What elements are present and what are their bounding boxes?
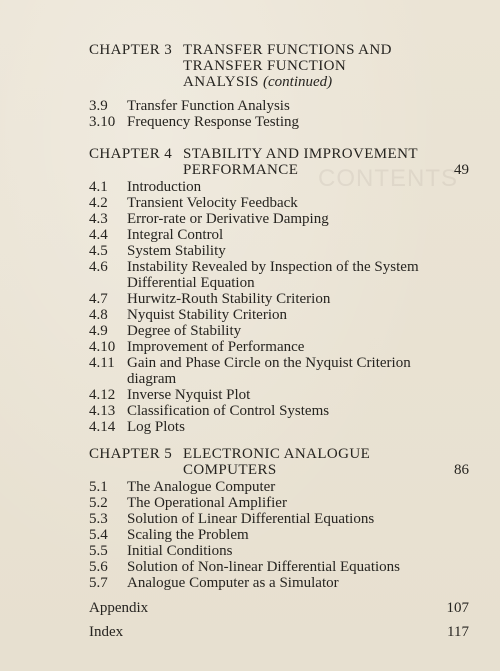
section-title: Initial Conditions [127, 543, 233, 559]
section-title: Analogue Computer as a Simulator [127, 575, 339, 591]
section-title: Transfer Function Analysis [127, 98, 290, 114]
appendix-label: Appendix [89, 600, 149, 616]
chapter-5-title-line-2: COMPUTERS [183, 462, 277, 478]
chapter-3-title-line-2: TRANSFER FUNCTION [183, 58, 347, 74]
section-number: 4.8 [89, 307, 108, 323]
section-number: 4.1 [89, 179, 108, 195]
section-number: 4.5 [89, 243, 108, 259]
section-number: 4.4 [89, 227, 108, 243]
section-title: Introduction [127, 179, 202, 195]
section-number: 3.10 [89, 114, 116, 130]
section-title: Log Plots [127, 419, 185, 435]
section-title: Degree of Stability [127, 323, 242, 339]
section-number: 5.6 [89, 559, 108, 575]
chapter-4-title-line-1: STABILITY AND IMPROVEMENT [183, 146, 418, 162]
chapter-3-title-word: ANALYSIS [183, 74, 259, 90]
section-title: Hurwitz-Routh Stability Criterion [127, 291, 331, 307]
chapter-3-title-line-1: TRANSFER FUNCTIONS AND [183, 42, 392, 58]
section-title-continued: Differential Equation [127, 275, 255, 291]
chapter-5-title-line-1: ELECTRONIC ANALOGUE [183, 446, 371, 462]
section-number: 5.5 [89, 543, 108, 559]
index-page-number: 117 [447, 624, 469, 640]
section-number: 5.3 [89, 511, 108, 527]
section-title: System Stability [127, 243, 226, 259]
section-title: Solution of Linear Differential Equations [127, 511, 375, 527]
section-title: Classification of Control Systems [127, 403, 330, 419]
section-number: 3.9 [89, 98, 108, 114]
section-number: 5.4 [89, 527, 108, 543]
section-title: Inverse Nyquist Plot [127, 387, 251, 403]
appendix-page-number: 107 [446, 600, 469, 616]
section-title: The Analogue Computer [127, 479, 276, 495]
section-number: 5.1 [89, 479, 108, 495]
section-title: Nyquist Stability Criterion [127, 307, 287, 323]
chapter-3-label: CHAPTER 3 [89, 42, 173, 58]
section-number: 4.6 [89, 259, 108, 275]
section-number: 4.13 [89, 403, 116, 419]
section-title: Solution of Non-linear Differential Equations [127, 559, 400, 575]
section-title: Frequency Response Testing [127, 114, 299, 130]
section-title: The Operational Amplifier [127, 495, 287, 511]
index-label: Index [89, 624, 124, 640]
continued-note: (continued) [263, 74, 333, 90]
section-number: 4.12 [89, 387, 116, 403]
section-number: 4.11 [89, 355, 115, 371]
chapter-4-label: CHAPTER 4 [89, 146, 173, 162]
section-title: Scaling the Problem [127, 527, 249, 543]
section-title-continued: diagram [127, 371, 177, 387]
section-title: Instability Revealed by Inspection of the System [127, 259, 419, 275]
section-number: 4.14 [89, 419, 116, 435]
section-title: Integral Control [127, 227, 224, 243]
section-number: 4.2 [89, 195, 108, 211]
ghost-heading: CONTENTS [318, 165, 458, 192]
chapter-5-label: CHAPTER 5 [89, 446, 173, 462]
section-title: Transient Velocity Feedback [127, 195, 298, 211]
section-title: Improvement of Performance [127, 339, 305, 355]
section-number: 4.9 [89, 323, 108, 339]
section-title: Gain and Phase Circle on the Nyquist Criterion [127, 355, 411, 371]
chapter-3-title-line-3 [183, 74, 332, 91]
section-title: Error-rate or Derivative Damping [127, 211, 329, 227]
section-number: 5.2 [89, 495, 108, 511]
chapter-4-page-number: 49 [454, 162, 469, 178]
section-number: 4.7 [89, 291, 108, 307]
section-number: 5.7 [89, 575, 108, 591]
section-number: 4.10 [89, 339, 116, 355]
section-number: 4.3 [89, 211, 108, 227]
chapter-5-page-number: 86 [454, 462, 469, 478]
chapter-4-title-line-2: PERFORMANCE [183, 162, 299, 178]
